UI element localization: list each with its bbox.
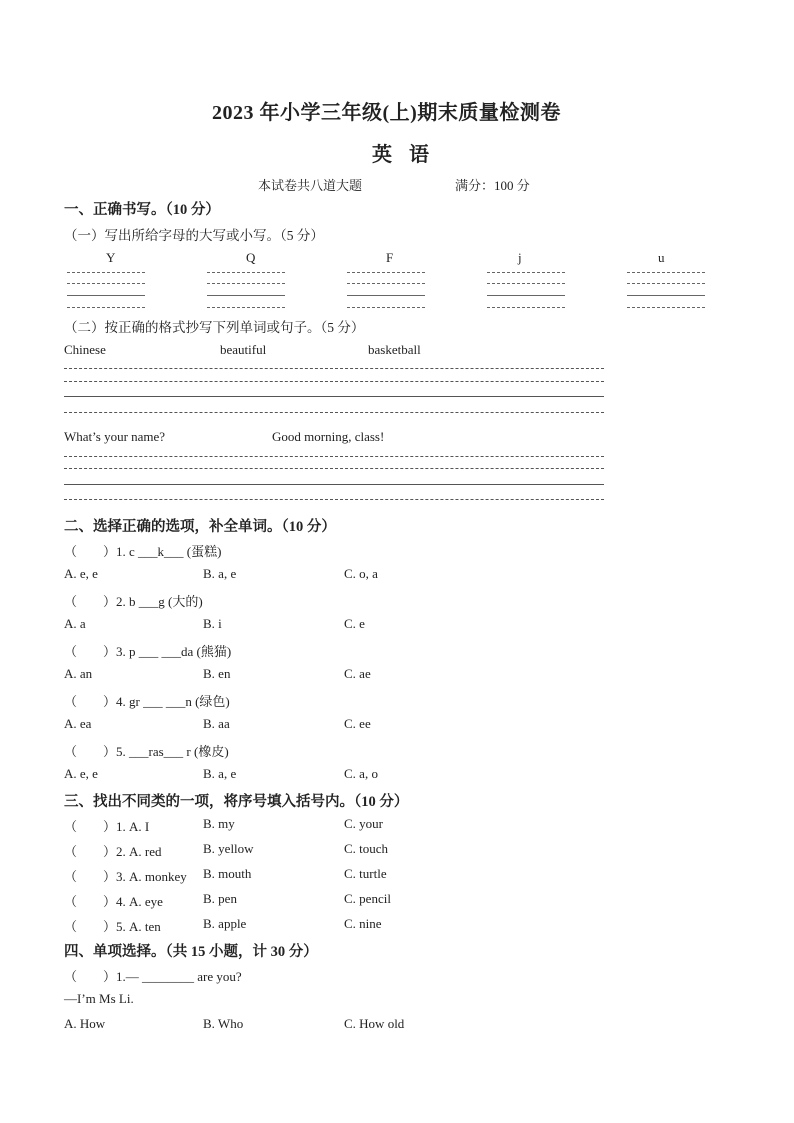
s2-q1-option-c[interactable]: C. o, a — [344, 566, 378, 581]
s2-q5-stem: （ ）5. ___ras___ r (橡皮) — [64, 744, 229, 759]
s2-q5-option-a[interactable]: A. e, e — [64, 766, 98, 781]
s2-q4-option-a[interactable]: A. ea — [64, 716, 92, 731]
question-count: 本试卷共八道大题 — [258, 178, 363, 193]
section-2-heading: 二、选择正确的选项，补全单词。（10 分） — [64, 519, 336, 535]
s2-q3-option-c[interactable]: C. ae — [344, 666, 371, 681]
s3-q1-option-b[interactable]: B. my — [203, 816, 235, 831]
s2-q4-option-c[interactable]: C. ee — [344, 716, 371, 731]
section-4-heading: 四、单项选择。（共 15 小题，计 30 分） — [64, 944, 318, 960]
s2-q1-option-b[interactable]: B. a, e — [203, 566, 237, 581]
section-3-heading: 三、找出不同类的一项，将序号填入括号内。（10 分） — [64, 794, 409, 810]
s3-q4-stem: （ ）4. A. eye — [64, 894, 163, 909]
s3-q2-option-b[interactable]: B. yellow — [203, 841, 254, 856]
section-1-heading: 一、正确书写。（10 分） — [64, 202, 220, 218]
s2-q1-option-a[interactable]: A. e, e — [64, 566, 98, 581]
s3-q3-option-c[interactable]: C. turtle — [344, 866, 387, 881]
letter-3: F — [386, 250, 394, 265]
copy-sentence-2: Good morning, class! — [272, 429, 385, 444]
s2-q5-option-c[interactable]: C. a, o — [344, 766, 378, 781]
s3-q5-option-c[interactable]: C. nine — [344, 916, 382, 931]
s2-q3-stem: （ ）3. p ___ ___da (熊猫) — [64, 644, 232, 659]
section-1-part-1-heading: （一）写出所给字母的大写或小写。（5 分） — [64, 228, 324, 243]
s2-q1-stem: （ ）1. c ___k___ (蛋糕) — [64, 544, 222, 559]
section-1-part-2-heading: （二）按正确的格式抄写下列单词或句子。（5 分） — [64, 320, 365, 335]
copy-word-2: beautiful — [220, 342, 267, 357]
s4-q1-option-c[interactable]: C. How old — [344, 1016, 405, 1031]
s3-q4-option-b[interactable]: B. pen — [203, 891, 237, 906]
s2-q3-option-a[interactable]: A. an — [64, 666, 93, 681]
s3-q1-option-c[interactable]: C. your — [344, 816, 383, 831]
s2-q4-stem: （ ）4. gr ___ ___n (绿色) — [64, 694, 230, 709]
s2-q5-option-b[interactable]: B. a, e — [203, 766, 237, 781]
letter-5: u — [658, 250, 665, 265]
s3-q5-stem: （ ）5. A. ten — [64, 919, 161, 934]
s3-q3-stem: （ ）3. A. monkey — [64, 869, 187, 884]
letter-1: Y — [106, 250, 116, 265]
s4-q1-option-b[interactable]: B. Who — [203, 1016, 244, 1031]
s2-q4-option-b[interactable]: B. aa — [203, 716, 230, 731]
full-score: 满分：100 分 — [455, 178, 530, 193]
s3-q2-stem: （ ）2. A. red — [64, 844, 162, 859]
s3-q5-option-b[interactable]: B. apple — [203, 916, 247, 931]
s2-q2-option-a[interactable]: A. a — [64, 616, 86, 631]
letter-2: Q — [246, 250, 256, 265]
s3-q3-option-b[interactable]: B. mouth — [203, 866, 252, 881]
exam-title: 2023 年小学三年级(上)期末质量检测卷 — [212, 102, 561, 124]
s4-q1-option-a[interactable]: A. How — [64, 1016, 106, 1031]
s4-q1-stem: （ ）1.— ________ are you? — [64, 969, 242, 984]
s3-q1-stem: （ ）1. A. I — [64, 819, 150, 834]
s2-q2-option-b[interactable]: B. i — [203, 616, 222, 631]
letter-4: j — [518, 250, 522, 265]
copy-word-1: Chinese — [64, 342, 106, 357]
s2-q2-option-c[interactable]: C. e — [344, 616, 365, 631]
s3-q4-option-c[interactable]: C. pencil — [344, 891, 391, 906]
copy-word-3: basketball — [368, 342, 421, 357]
s3-q2-option-c[interactable]: C. touch — [344, 841, 389, 856]
s2-q2-stem: （ ）2. b ___g (大的) — [64, 594, 203, 609]
s4-q1-reply: —I’m Ms Li. — [64, 991, 134, 1006]
copy-sentence-1: What’s your name? — [64, 429, 166, 444]
s2-q3-option-b[interactable]: B. en — [203, 666, 231, 681]
subject-title: 英 语 — [372, 144, 435, 166]
